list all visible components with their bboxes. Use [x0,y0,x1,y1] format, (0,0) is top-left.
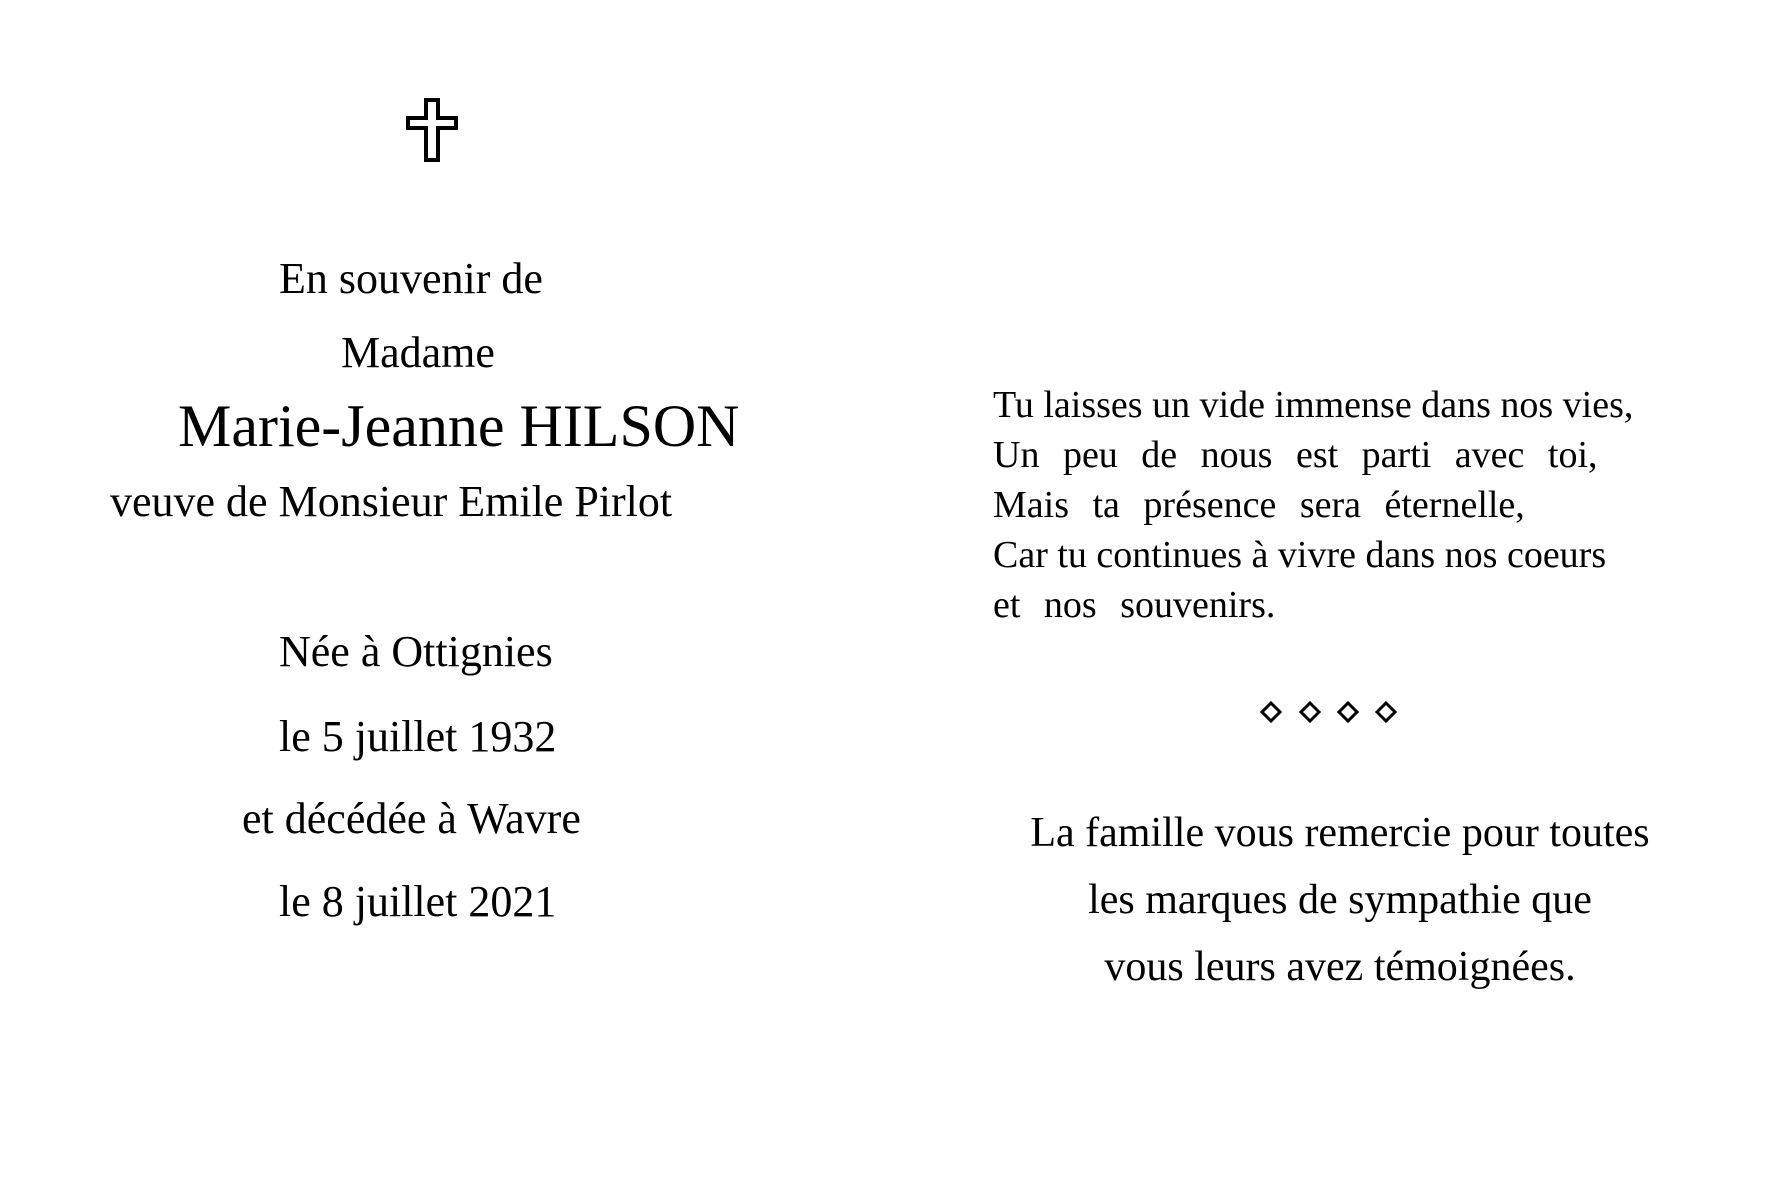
title-line: Madame [341,328,495,377]
spouse-line: veuve de Monsieur Emile Pirlot [110,477,673,526]
poem-line: et nos souvenirs. [993,584,1276,626]
thanks-line: La famille vous remercie pour toutes [1030,810,1650,856]
diamond-icon [1262,703,1280,721]
thanks-line: les marques de sympathie que [1088,877,1592,923]
birth-place: Née à Ottignies [279,627,553,676]
thanks-message [1010,800,1670,1001]
thanks-line: vous leurs avez témoignées. [1104,944,1576,990]
poem [993,380,1633,630]
deceased-name: Marie-Jeanne HILSON [178,393,740,459]
poem-line: Mais ta présence sera éternelle, [993,484,1525,526]
poem-line: Un peu de nous est parti avec toi, [993,434,1598,476]
birth-date: le 5 juillet 1932 [279,712,557,761]
poem-line: Tu laisses un vide immense dans nos vies, [993,384,1634,426]
diamond-separator [1260,697,1440,727]
diamond-icon [1301,703,1319,721]
death-date: le 8 juillet 2021 [279,877,557,926]
diamond-icon [1377,703,1395,721]
cross-icon [404,96,460,164]
poem-line: Car tu continues à vivre dans nos coeurs [993,534,1607,576]
souvenir-line: En souvenir de [279,254,543,303]
death-place: et décédée à Wavre [242,794,581,843]
diamond-icon [1339,703,1357,721]
